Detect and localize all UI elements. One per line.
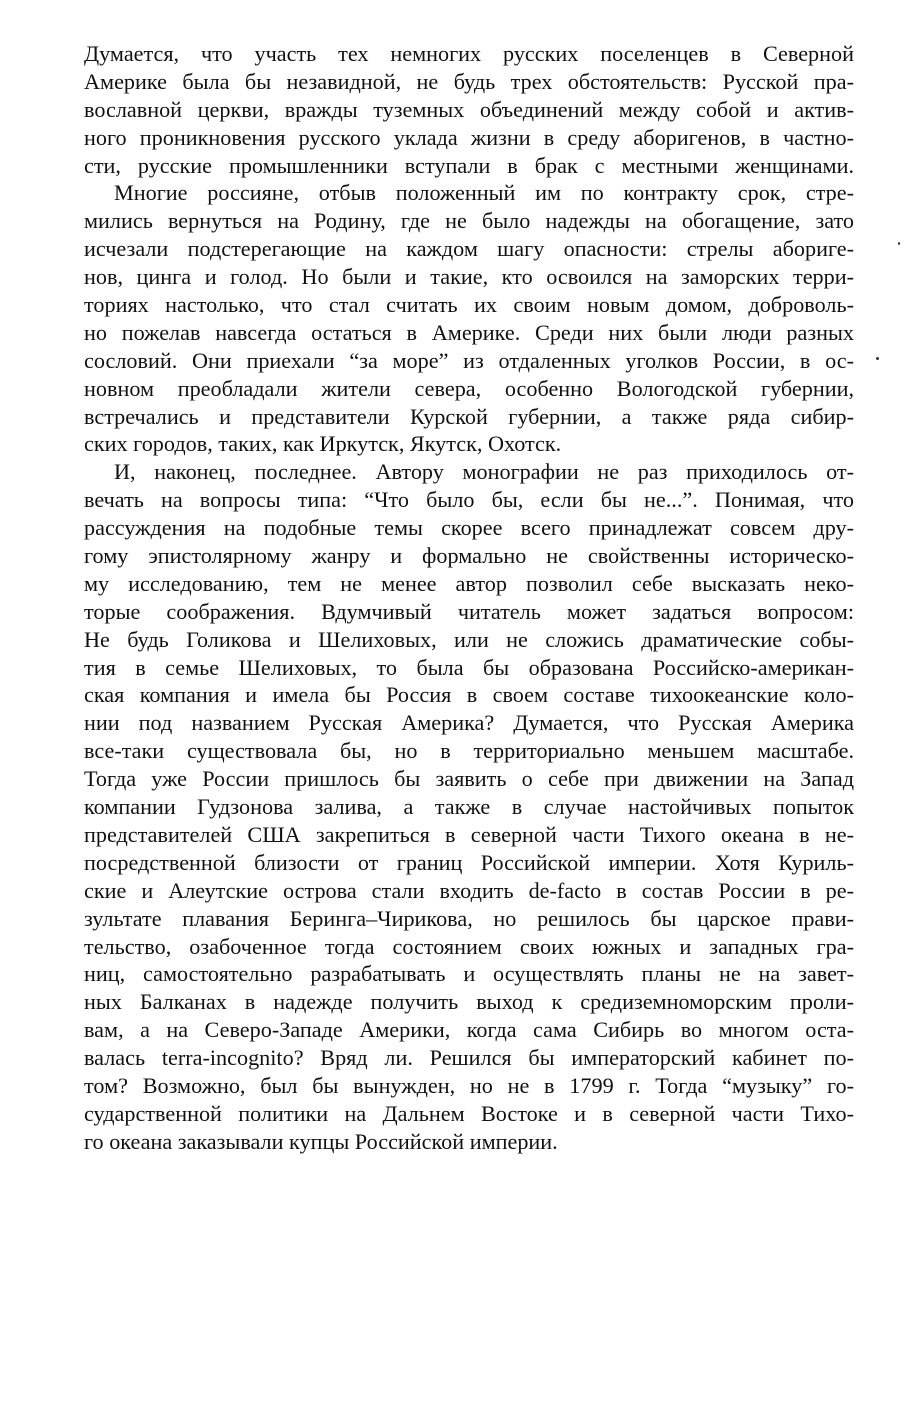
text-line: все-таки существовала бы, но в территориально меньшем масштабе. xyxy=(84,738,854,764)
text-line: встречались и представители Курской губернии, а также ряда сибир- xyxy=(84,403,854,429)
text-line: нов, цинга и голод. Но были и такие, кто освоился на заморских терри- xyxy=(84,264,854,290)
text-line: Тогда уже России пришлось бы заявить о себе при движении на Запад xyxy=(84,766,854,792)
text-line: Многие россияне, отбыв положенный им по контракту срок, стре- xyxy=(114,180,854,206)
text-line: тия в семье Шелиховых, то была бы образована Российско-американ- xyxy=(84,654,854,680)
text-line: гому эпистолярному жанру и формально не свойственны историческо- xyxy=(84,543,854,569)
text-line: рассуждения на подобные темы скорее всего принадлежат совсем дру- xyxy=(84,515,854,541)
paragraph-2 xyxy=(84,179,854,458)
text-line: но пожелав навсегда остаться в Америке. Среди них были люди разных xyxy=(84,319,854,345)
text-line: мились вернуться на Родину, где не было надежды на обогащение, зато xyxy=(84,208,854,234)
text-line: вам, а на Северо-Западе Америки, когда сама Сибирь во многом оста- xyxy=(84,1017,854,1043)
text-line: нии под названием Русская Америка? Думается, что Русская Америка xyxy=(84,710,854,736)
text-line: сти, русские промышленники вступали в брак с местными женщинами. xyxy=(84,152,854,178)
text-line: ниц, самостоятельно разрабатывать и осуществлять планы не на завет- xyxy=(84,961,854,987)
text-line: Не будь Голикова и Шелиховых, или не сложись драматические собы- xyxy=(84,626,854,652)
text-line: тельство, озабоченное тогда состоянием своих южных и западных гра- xyxy=(84,933,854,959)
text-line: компании Гудзонова залива, а также в случае настойчивых попыток xyxy=(84,794,854,820)
text-line: ториях настолько, что стал считать их своим новым домом, доброволь- xyxy=(84,292,854,318)
text-line: му исследованию, тем не менее автор позволил себе высказать неко- xyxy=(84,570,854,596)
text-line: новном преобладали жители севера, особенно Вологодской губернии, xyxy=(84,375,854,401)
text-line: Думается, что участь тех немногих русских поселенцев в Северной xyxy=(84,41,854,66)
text-line: И, наконец, последнее. Автору монографии не раз приходилось от- xyxy=(114,459,854,485)
text-line: исчезали подстерегающие на каждом шагу опасности: стрелы абориге- xyxy=(84,236,854,262)
text-line: ские и Алеутские острова стали входить de-facto в состав России в ре- xyxy=(84,877,854,903)
text-line: го океана заказывали купцы Российской империи. xyxy=(84,1128,558,1154)
text-line: представителей США закрепиться в северной части Тихого океана в не- xyxy=(84,821,854,847)
text-line: валась terra-incognito? Вряд ли. Решился бы императорский кабинет по- xyxy=(84,1045,854,1071)
paragraph-3 xyxy=(84,458,854,1155)
text-line: ного проникновения русского уклада жизни в среду аборигенов, в частно- xyxy=(84,124,854,150)
text-line: посредственной близости от границ Российской империи. Хотя Куриль- xyxy=(84,849,854,875)
text-line: ных Балканах в надежде получить выход к средиземноморским проли- xyxy=(84,989,854,1015)
text-line: вечать на вопросы типа: “Что было бы, если бы не...”. Понимая, что xyxy=(84,487,854,513)
document-page xyxy=(84,40,854,1156)
text-line: вославной церкви, вражды туземных объединений между собой и актив- xyxy=(84,96,854,122)
text-line: торые соображения. Вдумчивый читатель может задаться вопросом: xyxy=(84,598,854,624)
scan-speck xyxy=(898,242,900,245)
text-line: ская компания и имела бы Россия в своем составе тихоокеанские коло- xyxy=(84,682,854,708)
text-line: том? Возможно, был бы вынужден, но не в 1799 г. Тогда “музыку” го- xyxy=(84,1072,854,1098)
text-line: сударственной политики на Дальнем Востоке и в северной части Тихо- xyxy=(84,1100,854,1126)
paragraph-1 xyxy=(84,40,854,179)
scan-speck xyxy=(876,357,879,360)
text-line: ских городов, таких, как Иркутск, Якутск, Охотск. xyxy=(84,431,562,457)
text-line: Америке была бы незавидной, не будь трех обстоятельств: Русской пра- xyxy=(84,68,854,94)
text-line: сословий. Они приехали “за море” из отдаленных уголков России, в ос- xyxy=(84,347,854,373)
text-line: зультате плавания Беринга–Чирикова, но решилось бы царское прави- xyxy=(84,905,854,931)
